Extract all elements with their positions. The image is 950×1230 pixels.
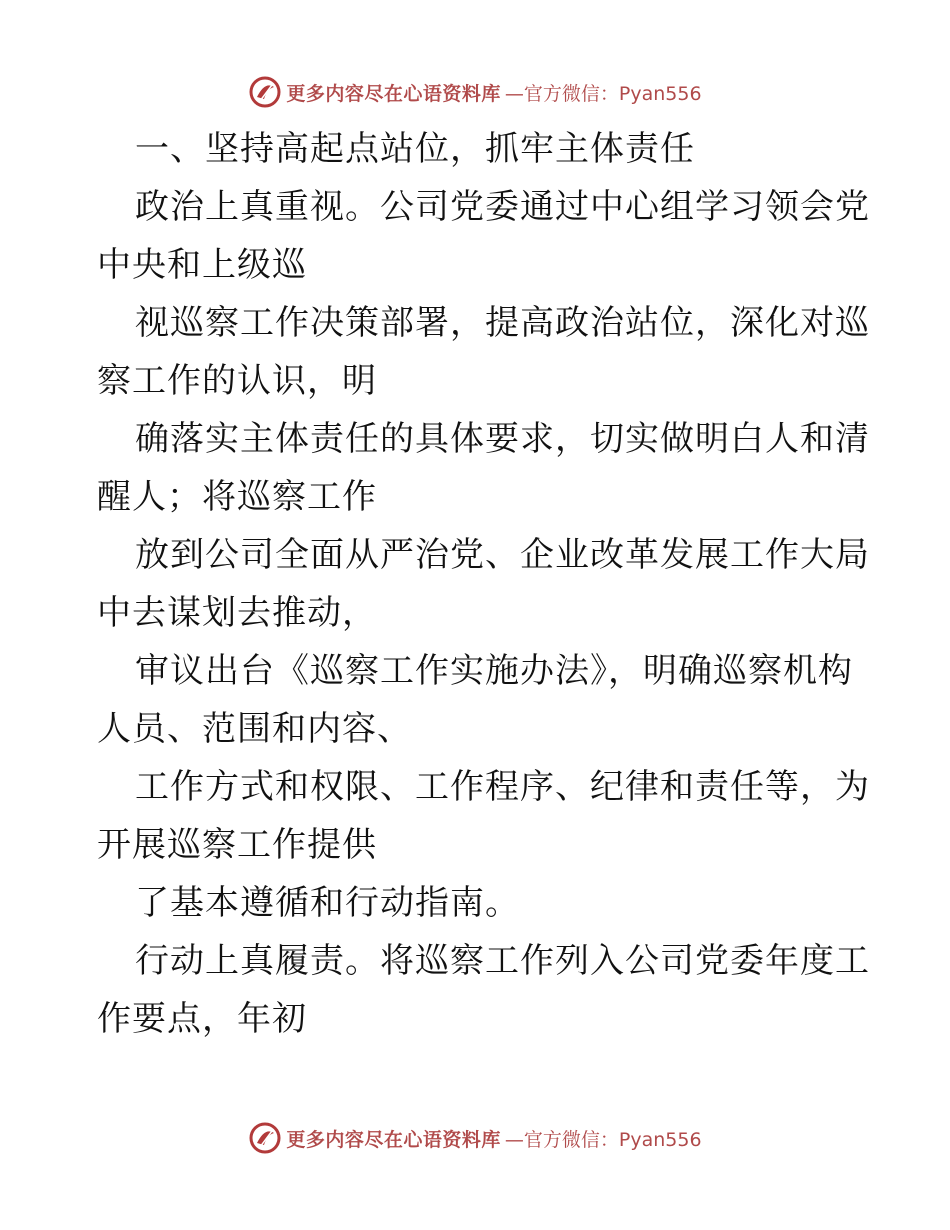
text-line: 视巡察工作决策部署，提高政治站位，深化对巡 — [135, 303, 870, 343]
text-line: 察工作的认识，明 — [97, 361, 377, 401]
footer-watermark — [0, 1118, 950, 1158]
text-line: 工作方式和权限、工作程序、纪律和责任等，为 — [135, 767, 870, 807]
text-line: 人员、范围和内容、 — [97, 709, 412, 749]
text-line: 政治上真重视。公司党委通过中心组学习领会党 — [135, 187, 870, 227]
document-body — [97, 120, 870, 1048]
watermark-brand-text: 更多内容尽在心语资料库 — [286, 82, 501, 105]
watermark-brand-text: 更多内容尽在心语资料库 — [286, 1128, 501, 1151]
text-line: 行动上真履责。将巡察工作列入公司党委年度工 — [135, 941, 870, 981]
text-line: 确落实主体责任的具体要求，切实做明白人和清 — [135, 419, 870, 459]
brand-logo-icon — [248, 1121, 282, 1155]
text-line: 审议出台《巡察工作实施办法》，明确巡察机构 — [135, 651, 853, 691]
text-line: 放到公司全面从严治党、企业改革发展工作大局 — [135, 535, 870, 575]
text-line: 作要点，年初 — [97, 999, 307, 1039]
text-line: 一、坚持高起点站位，抓牢主体责任 — [135, 129, 695, 169]
text-line: 了基本遵循和行动指南。 — [135, 883, 520, 923]
watermark-contact-text: —官方微信：Pyan556 — [504, 82, 702, 105]
text-line: 醒人；将巡察工作 — [97, 477, 377, 517]
text-line: 中央和上级巡 — [97, 245, 307, 285]
header-watermark — [0, 72, 950, 112]
brand-logo-icon — [248, 75, 282, 109]
text-line: 开展巡察工作提供 — [97, 825, 377, 865]
watermark-contact-text: —官方微信：Pyan556 — [504, 1128, 702, 1151]
text-line: 中去谋划去推动， — [97, 593, 377, 633]
